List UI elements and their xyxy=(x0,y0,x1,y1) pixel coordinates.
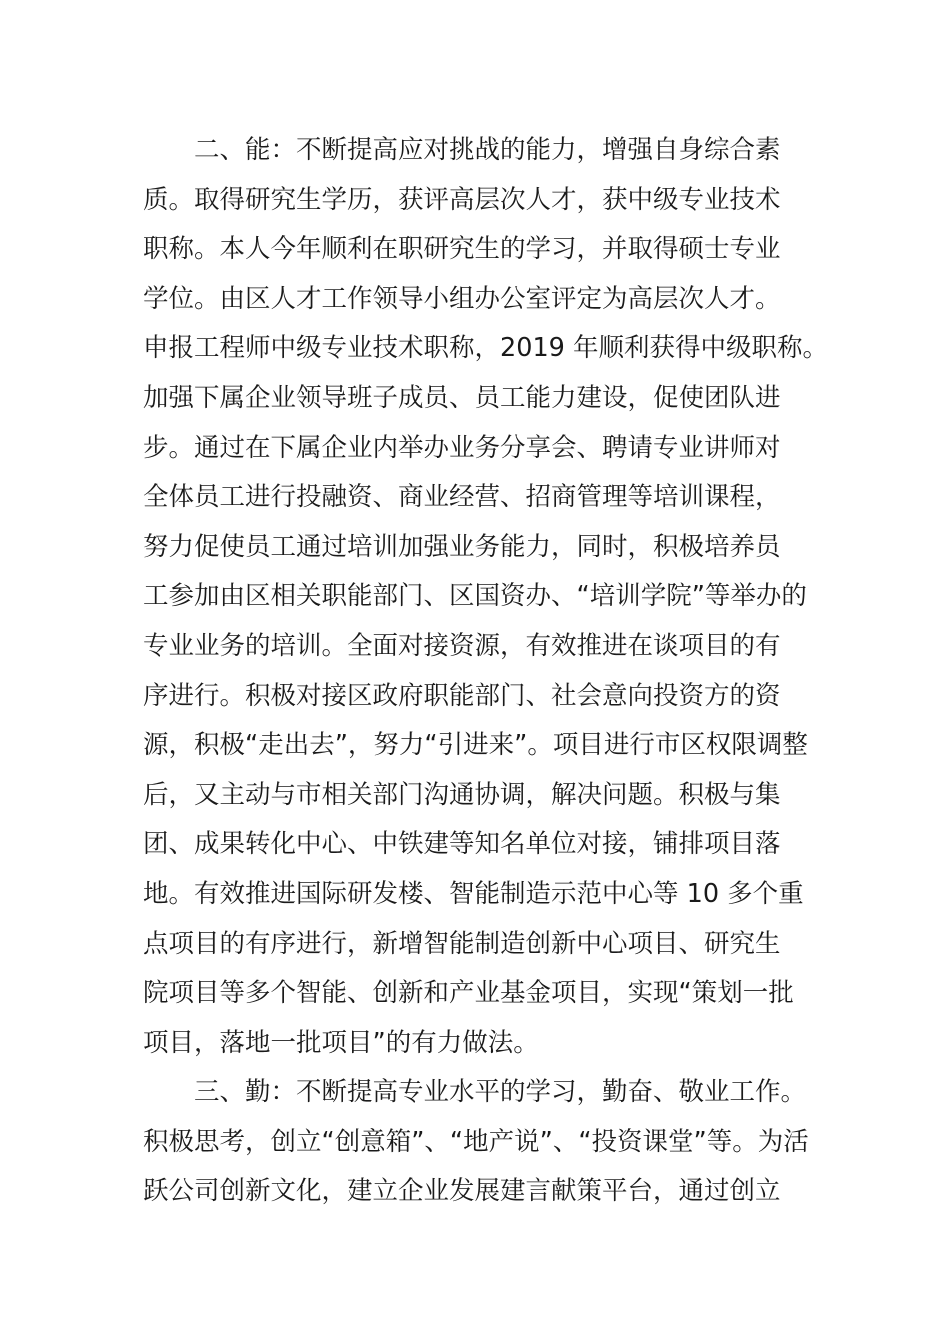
document-body xyxy=(143,126,829,1217)
paragraph-line: 加强下属企业领导班子成员、员工能力建设，促使团队进 xyxy=(143,382,781,413)
paragraph-line: 点项目的有序进行，新增智能制造创新中心项目、研究生 xyxy=(143,928,781,959)
paragraph-line: 步。通过在下属企业内举办业务分享会、聘请专业讲师对 xyxy=(143,432,781,463)
paragraph-line: 职称。本人今年顺利在职研究生的学习，并取得硕士专业 xyxy=(143,234,781,265)
paragraph-line: 地。有效推进国际研发楼、智能制造示范中心等 10 多个重 xyxy=(143,878,804,909)
paragraph-line: 全体员工进行投融资、商业经营、招商管理等培训课程， xyxy=(143,482,781,513)
paragraph-line: 积极思考，创立“创意箱”、“地产说”、“投资课堂”等。为活 xyxy=(143,1126,809,1157)
paragraph-line: 学位。由区人才工作领导小组办公室评定为高层次人才。 xyxy=(143,283,781,314)
paragraph-line: 努力促使员工通过培训加强业务能力，同时，积极培养员 xyxy=(143,531,781,562)
paragraph-line: 跃公司创新文化，建立企业发展建言献策平台，通过创立 xyxy=(143,1176,781,1207)
paragraph-line: 后，又主动与市相关部门沟通协调，解决问题。积极与集 xyxy=(143,779,781,810)
paragraph-line: 团、成果转化中心、中铁建等知名单位对接，铺排项目落 xyxy=(143,829,781,860)
paragraph-line: 质。取得研究生学历，获评高层次人才，获中级专业技术 xyxy=(143,184,781,215)
paragraph-line: 序进行。积极对接区政府职能部门、社会意向投资方的资 xyxy=(143,680,781,711)
paragraph-line: 二、能：不断提高应对挑战的能力，增强自身综合素 xyxy=(194,135,781,165)
paragraph-line: 源，积极“走出去”，努力“引进来”。项目进行市区权限调整 xyxy=(143,730,808,761)
paragraph-line: 工参加由区相关职能部门、区国资办、“培训学院”等举办的 xyxy=(143,581,807,612)
paragraph-line: 院项目等多个智能、创新和产业基金项目，实现“策划一批 xyxy=(143,978,794,1009)
paragraph-line: 项目，落地一批项目”的有力做法。 xyxy=(143,1027,539,1058)
paragraph-line: 专业业务的培训。全面对接资源，有效推进在谈项目的有 xyxy=(143,630,781,661)
paragraph-line: 三、勤：不断提高专业水平的学习，勤奋、敬业工作。 xyxy=(194,1077,807,1108)
paragraph-line: 申报工程师中级专业技术职称，2019 年顺利获得中级职称。 xyxy=(143,333,829,364)
